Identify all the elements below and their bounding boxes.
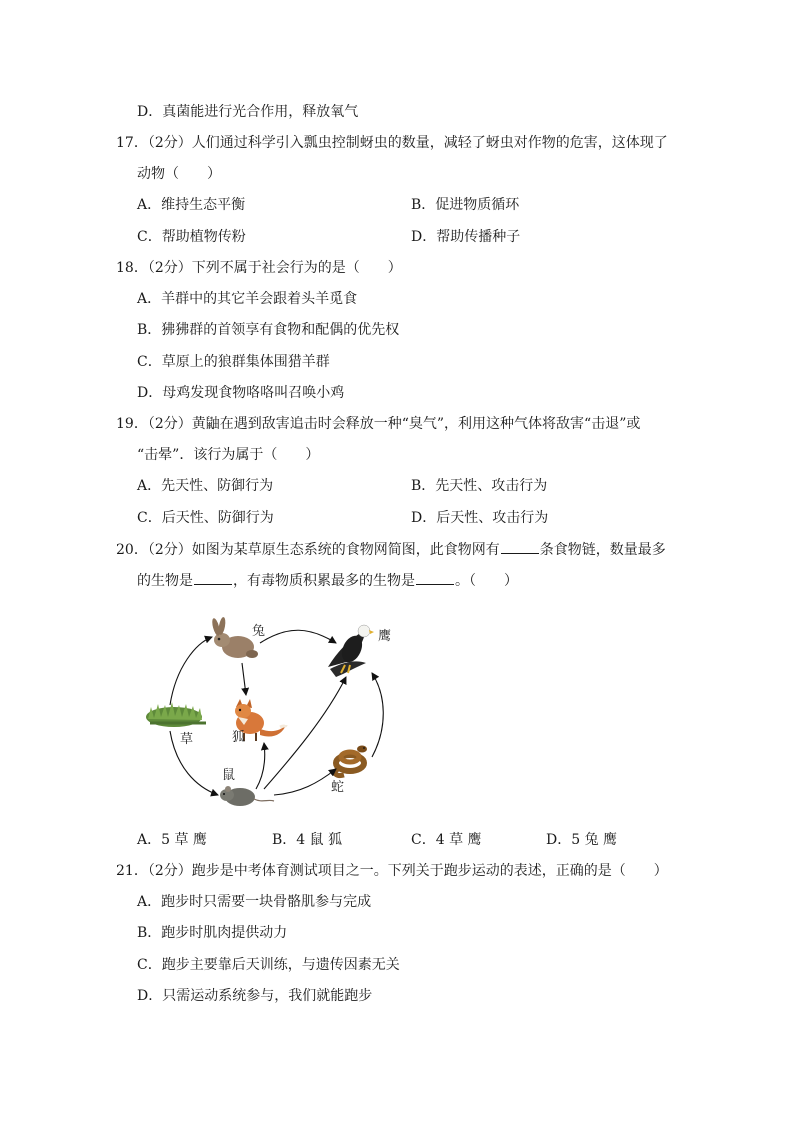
answer-blank <box>416 570 454 585</box>
q16-option-d: D．真菌能进行光合作用，释放氧气 <box>137 104 359 120</box>
q18-option-b: B．狒狒群的首领享有食物和配偶的优先权 <box>137 322 400 338</box>
q21-stem: 21．（2分）跑步是中考体育测试项目之一。下列关于跑步运动的表述，正确的是（ ） <box>116 863 668 879</box>
rabbit-image <box>211 617 258 658</box>
q20-stem-part1: 20．（2分）如图为某草原生态系统的食物网简图，此食物网有 <box>116 542 500 558</box>
q17-option-c: C．帮助植物传粉 <box>137 229 246 245</box>
q19-option-b: B．先天性、攻击行为 <box>411 478 548 494</box>
q18-stem: 18．（2分）下列不属于社会行为的是（ ） <box>116 260 402 276</box>
q20-stem-part4: ，有毒物质积累最多的生物是 <box>233 573 415 589</box>
arrow-rabbit-to-fox <box>242 663 246 695</box>
label-mouse: 鼠 <box>222 768 236 783</box>
arrow-snake-to-eagle <box>372 673 383 757</box>
q18-option-a: A．羊群中的其它羊会跟着头羊觅食 <box>137 291 358 307</box>
q20-stem-part5: 。（ ） <box>455 573 518 589</box>
q17-option-a: A．维持生态平衡 <box>137 197 246 213</box>
q17-option-b: B．促进物质循环 <box>411 197 520 213</box>
q20-stem-part3: 的生物是 <box>137 573 193 589</box>
q20-stem-line2 <box>137 570 518 591</box>
q19-stem-line2: “击晕”．该行为属于（ ） <box>137 447 320 463</box>
snake-image <box>335 746 367 776</box>
answer-blank <box>501 539 539 554</box>
q20-option-b: B．4 鼠 狐 <box>272 832 343 848</box>
q21-option-a: A．跑步时只需要一块骨骼肌参与完成 <box>137 894 372 910</box>
q21-option-d: D．只需运动系统参与，我们就能跑步 <box>137 988 373 1004</box>
q17-stem-line1: 17．（2分）人们通过科学引入瓢虫控制蚜虫的数量，减轻了蚜虫对作物的危害，这体现了 <box>116 135 668 151</box>
q20-option-a: A．5 草 鹰 <box>137 832 207 848</box>
label-snake: 蛇 <box>331 780 345 795</box>
q21-option-b: B．跑步时肌肉提供动力 <box>137 925 288 941</box>
q20-option-d: D．5 兔 鹰 <box>546 832 618 848</box>
answer-blank <box>194 570 232 585</box>
grass-image <box>146 702 206 727</box>
q19-option-c: C．后天性、防御行为 <box>137 510 274 526</box>
q20-stem-part2: 条食物链，数量最多 <box>539 542 666 558</box>
mouse-image <box>220 786 274 806</box>
q17-option-d: D．帮助传播种子 <box>411 229 521 245</box>
eagle-image <box>328 625 374 677</box>
q19-stem-line1: 19．（2分）黄鼬在遇到敌害追击时会释放一种“臭气”，利用这种气体将敌害“击退”或 <box>116 416 641 432</box>
label-rabbit: 兔 <box>252 624 266 639</box>
arrow-grass-to-mouse <box>170 731 218 795</box>
arrow-mouse-to-snake <box>274 769 336 795</box>
q18-option-c: C．草原上的狼群集体围猎羊群 <box>137 354 330 370</box>
q20-stem-line1 <box>116 539 666 560</box>
label-grass: 草 <box>180 732 194 747</box>
q18-option-d: D．母鸡发现食物咯咯叫召唤小鸡 <box>137 385 345 401</box>
label-fox: 狐 <box>232 730 246 745</box>
arrow-grass-to-rabbit <box>170 637 212 705</box>
arrow-rabbit-to-eagle <box>260 630 336 643</box>
q21-option-c: C．跑步主要靠后天训练，与遗传因素无关 <box>137 957 400 973</box>
arrow-mouse-to-fox <box>256 743 265 789</box>
food-web-diagram <box>140 607 400 819</box>
q20-option-c: C．4 草 鹰 <box>411 832 482 848</box>
q19-option-a: A．先天性、防御行为 <box>137 478 274 494</box>
q19-option-d: D．后天性、攻击行为 <box>411 510 549 526</box>
q17-stem-line2: 动物（ ） <box>137 166 221 182</box>
label-eagle: 鹰 <box>378 629 392 644</box>
